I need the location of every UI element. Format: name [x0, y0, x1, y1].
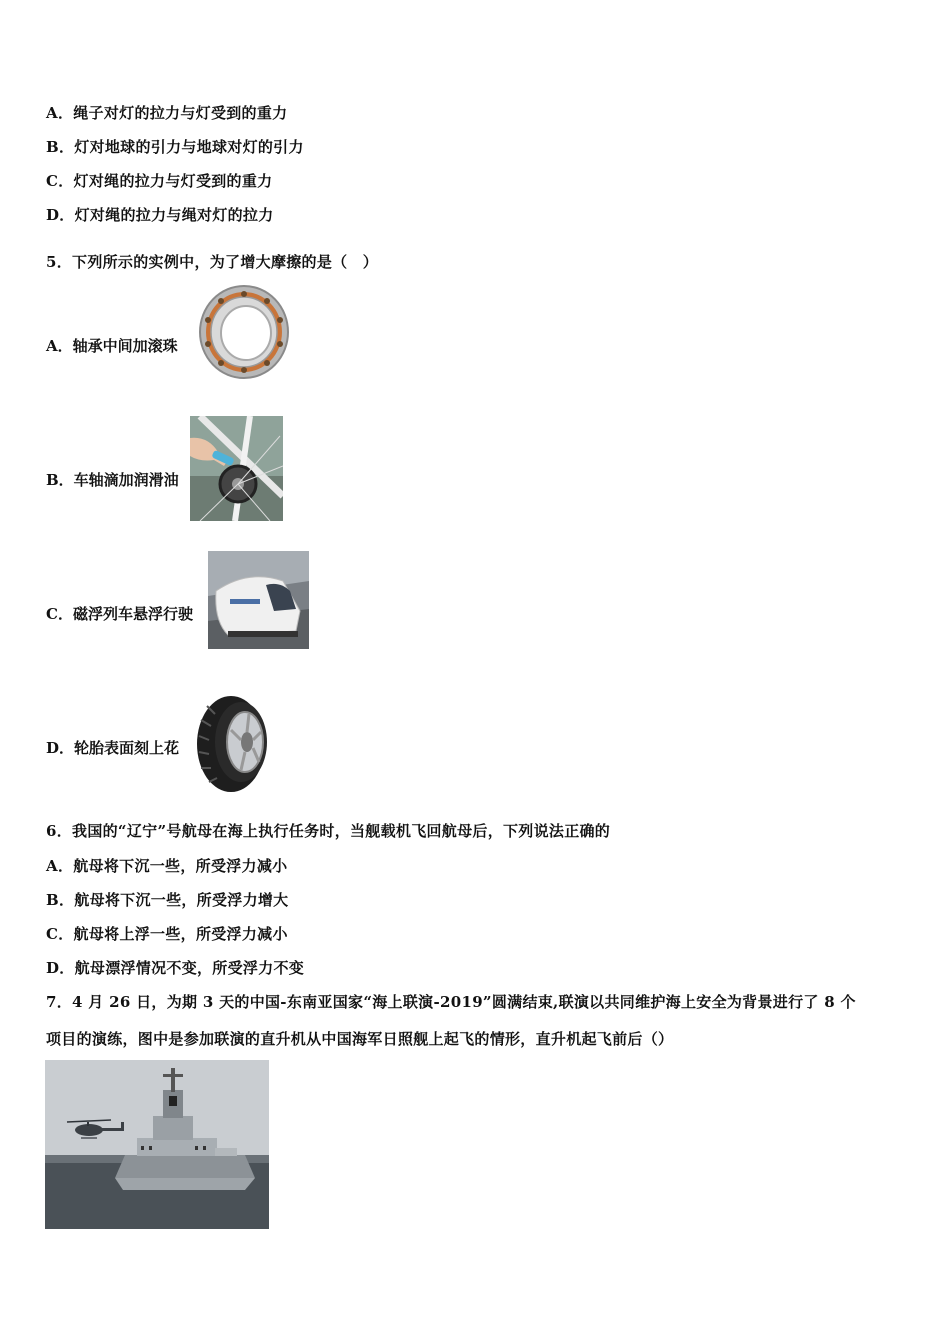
bearing-image	[192, 282, 294, 382]
q4-option-d: D．灯对绳的拉力与绳对灯的拉力	[46, 206, 274, 224]
maglev-train-image	[208, 551, 309, 649]
warship-helicopter-image	[45, 1060, 269, 1229]
tire-image	[195, 690, 275, 794]
q4-option-a: A．绳子对灯的拉力与灯受到的重力	[46, 104, 288, 122]
q5-option-b: B．车轴滴加润滑油	[46, 471, 179, 489]
q5-option-d: D．轮胎表面刻上花	[46, 739, 180, 757]
q6-option-d: D．航母漂浮情况不变，所受浮力不变	[46, 959, 305, 977]
q6-option-c: C．航母将上浮一些，所受浮力减小	[46, 925, 288, 943]
q5-option-c: C．磁浮列车悬浮行驶	[46, 605, 193, 623]
q7-stem-line1: 7．4 月 26 日，为期 3 天的中国-东南亚国家“海上联演-2019”圆满结束,联演以共同维护海上安全为背景进行了 8 个	[46, 993, 856, 1011]
q6-option-a: A．航母将下沉一些，所受浮力减小	[46, 857, 288, 875]
q4-option-b: B．灯对地球的引力与地球对灯的引力	[46, 138, 304, 156]
q7-stem-line2: 项目的演练，图中是参加联演的直升机从中国海军日照舰上起飞的情形，直升机起飞前后（）	[46, 1030, 674, 1048]
bicycle-oil-image	[190, 416, 283, 521]
q5-stem: 5．下列所示的实例中，为了增大摩擦的是（ ）	[46, 253, 379, 271]
q6-option-b: B．航母将下沉一些，所受浮力增大	[46, 891, 289, 909]
q4-option-c: C．灯对绳的拉力与灯受到的重力	[46, 172, 273, 190]
q5-option-a: A．轴承中间加滚珠	[46, 337, 178, 355]
q6-stem: 6．我国的“辽宁”号航母在海上执行任务时，当舰载机飞回航母后，下列说法正确的	[46, 822, 611, 840]
